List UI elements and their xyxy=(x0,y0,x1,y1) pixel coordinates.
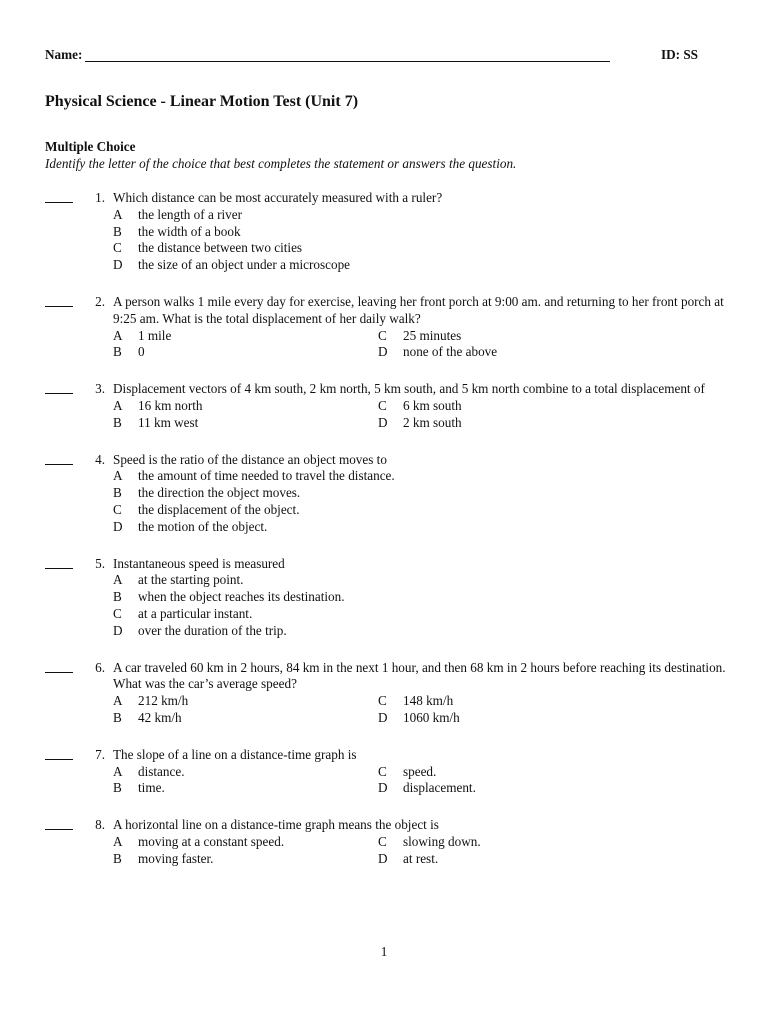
answer-choice xyxy=(378,780,643,797)
choice-letter: C xyxy=(113,501,122,517)
header-row xyxy=(45,47,725,67)
choice-letter: C xyxy=(113,605,122,621)
answer-choice xyxy=(113,764,378,781)
name-blank-line[interactable] xyxy=(85,61,610,62)
question-number: 6. xyxy=(95,659,105,675)
choice-text: 2 km south xyxy=(403,414,462,430)
question-item xyxy=(45,817,735,867)
choice-letter: B xyxy=(113,485,122,501)
answer-choice xyxy=(113,224,735,241)
id-label: ID: SS xyxy=(661,47,699,62)
choice-text: moving at a constant speed. xyxy=(138,833,285,849)
answer-choice xyxy=(113,780,378,797)
choice-letter: A xyxy=(113,763,123,779)
choice-text: 1 mile xyxy=(138,327,172,343)
answer-blank[interactable] xyxy=(45,381,73,398)
choice-text: moving faster. xyxy=(138,850,214,866)
choice-letter: C xyxy=(378,763,387,779)
choice-letter: C xyxy=(378,397,387,413)
question-number: 1. xyxy=(95,190,105,205)
choice-text: 42 km/h xyxy=(138,709,182,725)
choice-text: 1060 km/h xyxy=(403,709,460,725)
choice-group xyxy=(113,693,735,727)
question-item xyxy=(45,660,735,727)
answer-choice xyxy=(378,398,643,415)
question-stem: A car traveled 60 km in 2 hours, 84 km in the next 1 hour, and then 68 km in 2 hours before reaching its destination. What was the car’s average speed? xyxy=(113,659,726,692)
choice-group xyxy=(113,207,735,274)
choice-letter: B xyxy=(113,344,122,360)
answer-choice xyxy=(378,710,643,727)
answer-blank[interactable] xyxy=(45,817,73,834)
choice-letter: D xyxy=(113,622,123,638)
choice-text: at the starting point. xyxy=(138,572,244,588)
choice-text: the length of a river xyxy=(138,206,242,222)
question-number: 8. xyxy=(95,817,105,833)
answer-choice xyxy=(113,344,378,361)
choice-text: at rest. xyxy=(403,850,439,866)
choice-letter: D xyxy=(378,709,388,725)
choice-letter: B xyxy=(113,414,122,430)
question-item xyxy=(45,747,735,797)
question-number: 3. xyxy=(95,381,105,397)
choice-text: 148 km/h xyxy=(403,693,454,709)
answer-choice xyxy=(113,468,735,485)
choice-text: slowing down. xyxy=(403,833,481,849)
question-number: 2. xyxy=(95,293,105,309)
question-body xyxy=(113,190,735,274)
choice-text: at a particular instant. xyxy=(138,605,253,621)
answer-choice xyxy=(113,834,378,851)
answer-blank[interactable] xyxy=(45,452,73,469)
choice-text: time. xyxy=(138,780,165,796)
choice-group xyxy=(113,834,735,868)
question-stem: Instantaneous speed is measured xyxy=(113,555,285,571)
answer-blank-line[interactable] xyxy=(45,817,73,830)
answer-choice xyxy=(113,519,735,536)
question-number: 7. xyxy=(95,746,105,762)
answer-blank-line[interactable] xyxy=(45,452,73,465)
choice-text: none of the above xyxy=(403,344,498,360)
question-body xyxy=(113,381,735,431)
choice-group xyxy=(113,328,735,362)
answer-choice xyxy=(113,623,735,640)
answer-blank-line[interactable] xyxy=(45,556,73,569)
answer-blank-line[interactable] xyxy=(45,190,73,203)
choice-letter: D xyxy=(113,518,123,534)
choice-text: when the object reaches its destination. xyxy=(138,589,345,605)
answer-choice xyxy=(378,834,643,851)
choice-letter: C xyxy=(378,327,387,343)
section-instructions: Identify the letter of the choice that best completes the statement or answers the question. xyxy=(45,156,517,171)
choice-text: the motion of the object. xyxy=(138,518,268,534)
answer-choice xyxy=(113,710,378,727)
answer-blank-line[interactable] xyxy=(45,747,73,760)
choice-group xyxy=(113,468,735,535)
question-stem: Displacement vectors of 4 km south, 2 km north, 5 km south, and 5 km north combine to a total displacement of xyxy=(113,381,705,397)
choice-letter: B xyxy=(113,589,122,605)
choice-letter: A xyxy=(113,572,123,588)
answer-blank[interactable] xyxy=(45,294,73,311)
choice-letter: B xyxy=(113,780,122,796)
choice-text: the direction the object moves. xyxy=(138,485,301,501)
answer-choice xyxy=(378,344,643,361)
question-body xyxy=(113,660,735,727)
choice-text: the distance between two cities xyxy=(138,240,303,256)
question-body xyxy=(113,817,735,867)
choice-letter: A xyxy=(113,397,123,413)
answer-blank-line[interactable] xyxy=(45,660,73,673)
choice-letter: D xyxy=(378,344,388,360)
choice-group xyxy=(113,764,735,798)
question-item xyxy=(45,294,735,361)
question-stem: The slope of a line on a distance-time graph is xyxy=(113,746,357,762)
answer-choice xyxy=(378,415,643,432)
choice-letter: B xyxy=(113,850,122,866)
question-item xyxy=(45,452,735,536)
choice-group xyxy=(113,398,735,432)
choice-letter: C xyxy=(113,240,122,256)
choice-letter: A xyxy=(113,468,123,484)
question-body xyxy=(113,556,735,640)
answer-choice xyxy=(113,207,735,224)
question-number: 5. xyxy=(95,555,105,571)
answer-choice xyxy=(113,257,735,274)
answer-choice xyxy=(113,415,378,432)
answer-choice xyxy=(113,589,735,606)
answer-blank-line[interactable] xyxy=(45,294,73,307)
choice-letter: D xyxy=(378,850,388,866)
choice-text: the width of a book xyxy=(138,223,241,239)
choice-text: 11 km west xyxy=(138,414,199,430)
answer-choice xyxy=(378,764,643,781)
choice-text: the displacement of the object. xyxy=(138,501,300,517)
answer-blank[interactable] xyxy=(45,190,73,207)
answer-blank[interactable] xyxy=(45,747,73,764)
choice-text: the amount of time needed to travel the distance. xyxy=(138,468,395,484)
answer-choice xyxy=(113,693,378,710)
choice-letter: A xyxy=(113,206,123,222)
choice-letter: D xyxy=(378,780,388,796)
choice-letter: D xyxy=(113,257,123,273)
choice-group xyxy=(113,572,735,639)
page-number: 1 xyxy=(380,944,388,959)
question-body xyxy=(113,294,735,361)
choice-letter: A xyxy=(113,327,123,343)
choice-text: displacement. xyxy=(403,780,476,796)
question-stem: A person walks 1 mile every day for exercise, leaving her front porch at 9:00 am. and returning to her front porch at 9:25 am. What is the total displacement of her daily walk? xyxy=(113,293,724,326)
answer-choice xyxy=(378,693,643,710)
question-stem: A horizontal line on a distance-time graph means the object is xyxy=(113,817,439,833)
choice-letter: D xyxy=(378,414,388,430)
answer-choice xyxy=(113,240,735,257)
question-body xyxy=(113,452,735,536)
choice-text: 0 xyxy=(138,344,145,360)
answer-blank[interactable] xyxy=(45,660,73,677)
question-item xyxy=(45,556,735,640)
question-item xyxy=(45,190,735,274)
answer-choice xyxy=(378,328,643,345)
name-label: Name: xyxy=(45,47,83,62)
choice-text: 25 minutes xyxy=(403,327,462,343)
page-title: Physical Science - Linear Motion Test (Unit 7) xyxy=(45,93,359,110)
answer-choice xyxy=(113,606,735,623)
question-list xyxy=(45,190,735,888)
choice-letter: A xyxy=(113,693,123,709)
question-stem: Speed is the ratio of the distance an object moves to xyxy=(113,451,387,467)
choice-text: speed. xyxy=(403,763,437,779)
choice-letter: B xyxy=(113,223,122,239)
choice-letter: B xyxy=(113,709,122,725)
choice-text: 16 km north xyxy=(138,397,203,413)
answer-choice xyxy=(113,851,378,868)
question-number: 4. xyxy=(95,451,105,467)
section-title: Multiple Choice xyxy=(45,139,136,154)
question-body xyxy=(113,747,735,797)
choice-text: over the duration of the trip. xyxy=(138,622,287,638)
choice-text: 6 km south xyxy=(403,397,462,413)
choice-text: distance. xyxy=(138,763,185,779)
choice-letter: A xyxy=(113,833,123,849)
answer-choice xyxy=(378,851,643,868)
answer-choice xyxy=(113,328,378,345)
choice-text: 212 km/h xyxy=(138,693,189,709)
choice-letter: C xyxy=(378,693,387,709)
question-item xyxy=(45,381,735,431)
answer-blank-line[interactable] xyxy=(45,381,73,394)
answer-choice xyxy=(113,502,735,519)
answer-blank[interactable] xyxy=(45,556,73,573)
choice-text: the size of an object under a microscope xyxy=(138,257,351,273)
answer-choice xyxy=(113,398,378,415)
question-stem: Which distance can be most accurately measured with a ruler? xyxy=(113,190,443,205)
answer-choice xyxy=(113,572,735,589)
choice-letter: C xyxy=(378,833,387,849)
answer-choice xyxy=(113,485,735,502)
